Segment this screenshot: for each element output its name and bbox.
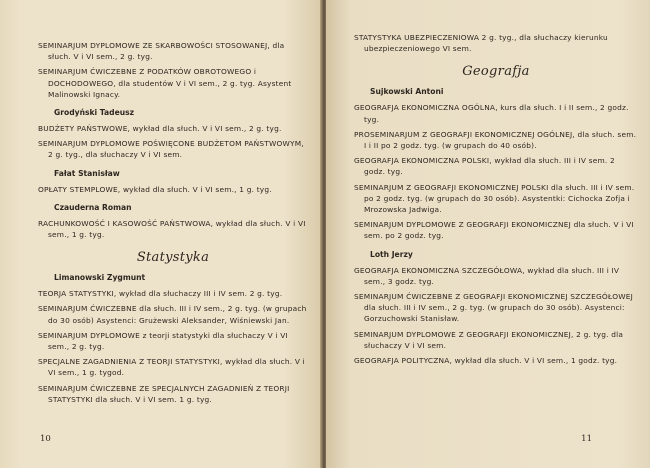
seminarjum-cwiczebne-statystyka: SEMINARJUM ĆWICZEBNE dla słuch. III i IV sem., 2 g. tyg. (w grupach do 30 osób) Asystenci: Grużewski Aleksander, Wiśniewski Jan. [38,304,307,325]
teorja-statystyki: TEORJA STATYSTYKI, wykład dla słuchaczy III i IV sem. 2 g. tyg. [38,289,283,299]
seminarjum-geografja-polski: SEMINARJUM Z GEOGRAFJI EKONOMICZNEJ POLSKI dla słuch. III i IV sem. po 2 godz. tyg. (w grupach do 30 osób). Asystentki: Cichocka Zofja i Mrozowska Jadwiga. [354,182,635,215]
lecturer-loth: Loth Jerzy [370,249,413,259]
lecturer-sujkowski: Sujkowski Antoni [370,87,444,97]
right-page [326,0,650,468]
seminarjum-dyplomowe-skarbowosc: SEMINARJUM DYPLOMOWE ZE SKARBOWOŚCI STOSOWANEJ, dla słuch. V i VI sem., 2 g. tyg. [38,41,285,62]
lecturer-grodynski: Grodyński Tadeusz [54,108,135,118]
seminarjum-cwiczebne-geografja: SEMINARJUM ĆWICZEBNE Z GEOGRAFJI EKONOMICZNEJ SZCZEGÓŁOWEJ dla słuch. III i IV sem., 2 g. tyg. (w grupach do 30 osób). Asystenci: Gorzuchowski Stanisław. [354,292,634,324]
seminarjum-dyplomowe-geografja: SEMINARJUM DYPLOMOWE Z GEOGRAFJI EKONOMICZNEJ dla słuch. V i VI sem. po 2 godz. tyg. [354,220,634,241]
page-number-left: 10 [40,434,51,444]
seminarjum-dyplomowe-statystyka: SEMINARJUM DYPLOMOWE z teorji statystyki dla słuchaczy V i VI sem., 2 g. tyg. [38,330,288,352]
page-number-right: 11 [581,434,592,444]
seminarjum-cwiczebne-specjalne: SEMINARJUM ĆWICZEBNE ZE SPECJALNYCH ZAGADNIEŃ Z TEORJI STATYSTYKI dla słuch. V i VI sem. 1 g. tyg. [38,383,290,404]
right-page-content [354,32,638,366]
lecturer-limanowski: Limanowski Zygmunt [54,273,146,283]
seminarjum-cwiczebne-podatki: SEMINARJUM ĆWICZEBNE Z PODATKÓW OBROTOWEGO i DOCHODOWEGO, dla studentów V i VI sem., 2 g. tyg. Asystent Malinowski Ignacy. [38,67,292,99]
proseminarjum-geografja: PROSEMINARJUM Z GEOGRAFJI EKONOMICZNEJ OGÓLNEJ, dla słuch. sem. I i II po 2 godz. tyg. (w grupach do 40 osób). [354,129,637,151]
lecturer-falat: Fałat Stanisław [54,168,120,178]
statystyka-ubezpieczeniowa: STATYSTYKA UBEZPIECZENIOWA 2 g. tyg., dla słuchaczy kierunku ubezpieczeniowego VI sem. [354,33,608,54]
geografja-polityczna: GEOGRAFJA POLITYCZNA, wykład dla słuch. V i VI sem., 1 godz. tyg. [354,356,618,366]
left-page [0,0,322,468]
seminarjum-dyplomowe-geografja-2: SEMINARJUM DYPLOMOWE Z GEOGRAFJI EKONOMICZNEJ, 2 g. tyg. dla słuchaczy V i VI sem. [354,329,624,350]
oplaty-stemplowe: OPŁATY STEMPLOWE, wykład dla słuch. V i VI sem., 1 g. tyg. [38,184,272,194]
seminarjum-dyplomowe-budzetom: SEMINARJUM DYPLOMOWE POŚWIĘCONE BUDŻETOM PAŃSTWOWYM, 2 g. tyg., dla słuchaczy V i VI sem. [38,139,304,160]
lecturer-czauderna: Czauderna Roman [54,202,132,212]
specjalne-zagadnienia: SPECJALNE ZAGADNIENIA Z TEORJI STATYSTYKI, wykład dla słuch. V i VI sem., 1 g. tygod. [38,357,305,378]
geografja-polski: GEOGRAFJA EKONOMICZNA POLSKI, wykład dla słuch. III i IV sem. 2 godz. tyg. [354,156,615,177]
section-geografja: Geografja [462,64,530,80]
rachunkowosc-kasowosc: RACHUNKOWOŚĆ I KASOWOŚĆ PAŃSTWOWA, wykład dla słuch. V i VI sem., 1 g. tyg. [38,218,306,240]
geografja-ogolna: GEOGRAFJA EKONOMICZNA OGÓLNA, kurs dla słuch. I i II sem., 2 godz. tyg. [354,103,629,124]
section-statystyka: Statystyka [136,250,210,266]
geografja-szczegolowa: GEOGRAFJA EKONOMICZNA SZCZEGÓŁOWA, wykład dla słuch. III i IV sem., 3 godz. tyg. [354,265,620,286]
left-page-content [38,40,308,405]
budzety-panstwowe: BUDŻETY PAŃSTWOWE, wykład dla słuch. V i VI sem., 2 g. tyg. [38,124,282,134]
